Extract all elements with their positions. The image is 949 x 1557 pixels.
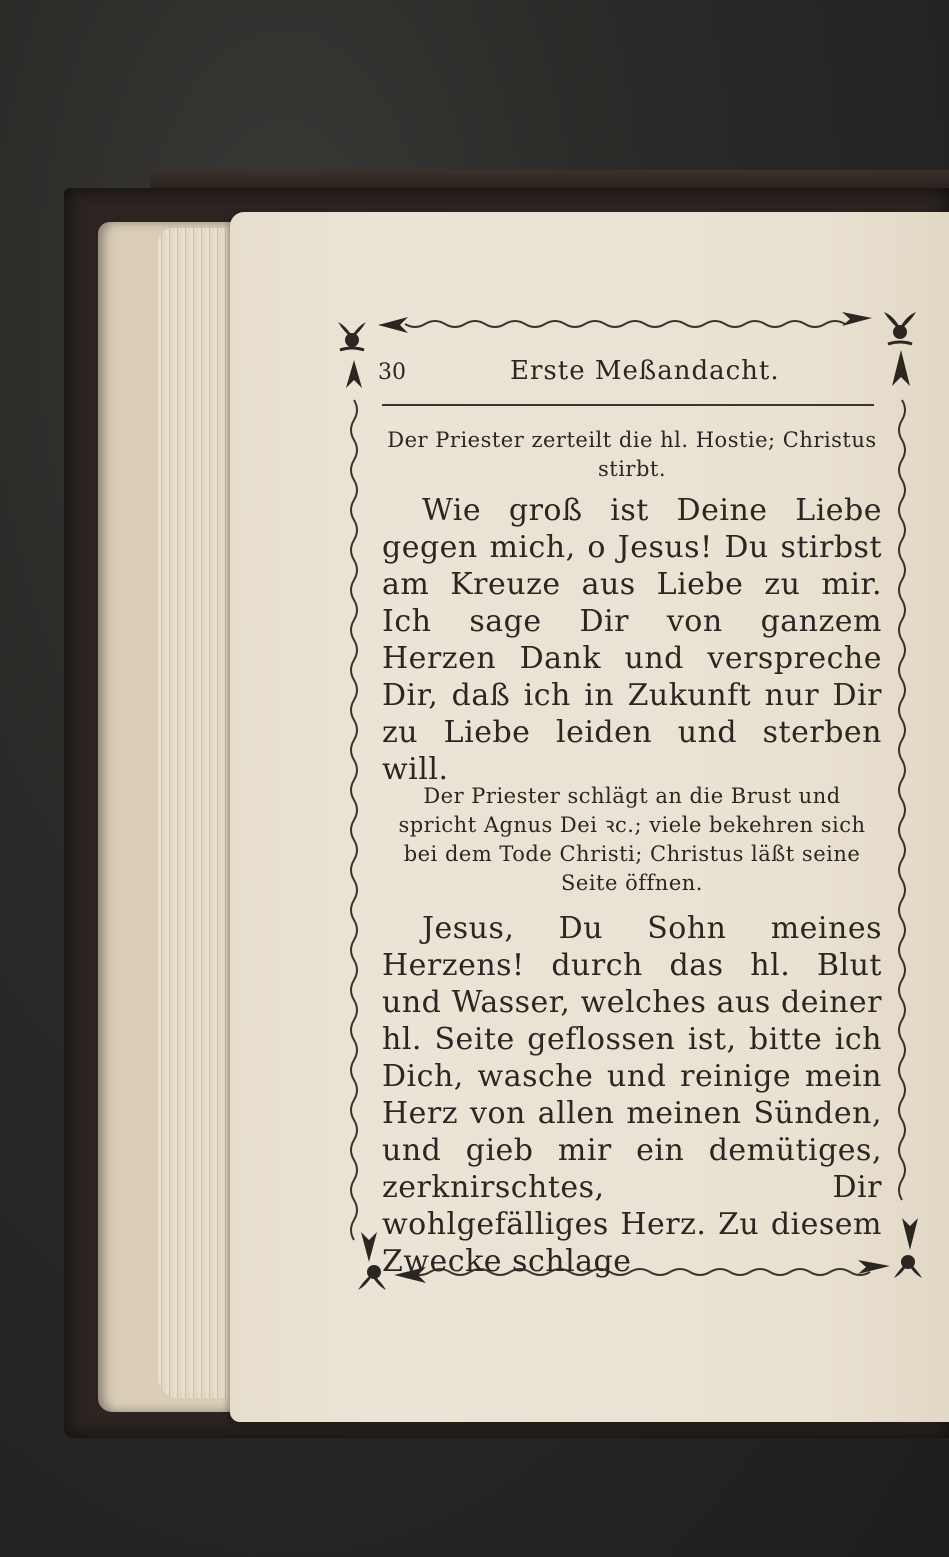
top-right-arrow-icon bbox=[842, 312, 872, 326]
top-left-arrow-icon bbox=[378, 317, 408, 333]
top-right-fleuron-icon bbox=[884, 312, 916, 344]
left-up-arrow-icon bbox=[346, 360, 362, 388]
header-rule bbox=[382, 404, 874, 406]
left-border-line bbox=[351, 400, 357, 1240]
page-number: 30 bbox=[378, 360, 406, 385]
paragraph-2: Jesus, Du Sohn meines Herzens! durch das hl. Blut und Wasser, welches aus deiner hl. Seite geflossen ist, bitte ich Dich, wasche und reinige mein Herz von allen meinen Sünden, und gieb mir ein demütiges, zerknirschtes, Dir wohlgefälliges Herz. Zu diesem Zwecke schlage bbox=[382, 911, 882, 1279]
bottom-right-fleuron-icon bbox=[894, 1255, 922, 1278]
top-left-fleuron-icon bbox=[338, 322, 366, 350]
rubric-1: Der Priester zerteilt die hl. Hostie; Christus stirbt. bbox=[387, 428, 877, 481]
page-content bbox=[378, 352, 882, 1279]
right-up-arrow-icon bbox=[892, 350, 910, 386]
running-title: Erste Meßandacht. bbox=[510, 356, 780, 386]
right-down-arrow-icon bbox=[902, 1218, 918, 1250]
page-header bbox=[378, 352, 882, 392]
rubric-2: Der Priester schlägt an die Brust und spricht Agnus Dei ꝛc.; viele bekehren sich bei dem Tode Christi; Christus läßt seine Seite öffnen. bbox=[398, 784, 866, 895]
left-down-arrow-icon bbox=[361, 1232, 377, 1262]
right-border-line bbox=[899, 400, 905, 1200]
paragraph-1: Wie groß ist Deine Liebe gegen mich, o Jesus! Du stirbst am Kreuze aus Liebe zu mir. Ich sage Dir von ganzem Herzen Dank und verspreche Dir, daß ich in Zukunft nur Dir zu Liebe leiden und sterben will. bbox=[382, 493, 882, 787]
top-border-line bbox=[405, 321, 845, 327]
